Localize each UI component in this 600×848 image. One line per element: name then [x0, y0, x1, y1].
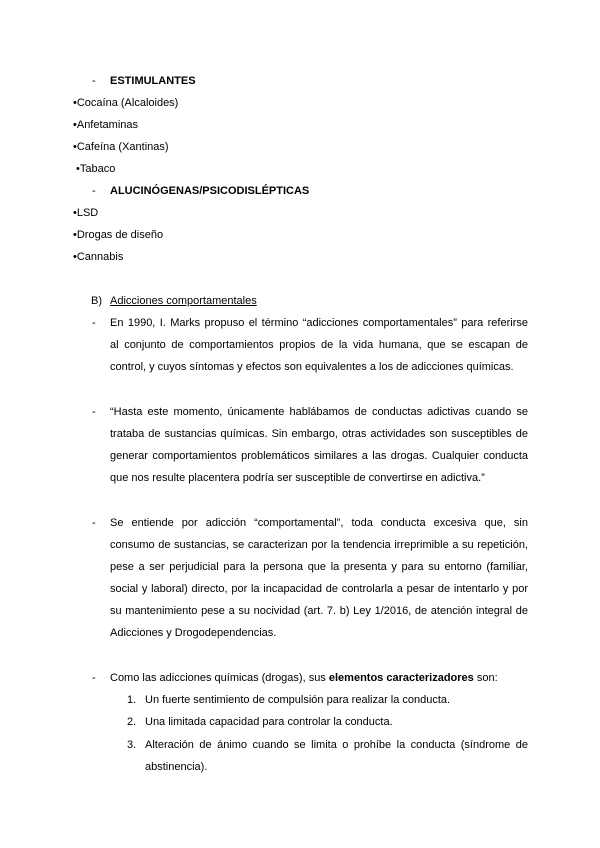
drug-item: •Drogas de diseño: [73, 229, 164, 241]
paragraph-dash: -: [92, 406, 96, 418]
paragraph-dash: -: [92, 317, 96, 329]
paragraph-line: consumo de sustancias, se caracterizan por la tendencia irreprimible a su repetición,: [110, 539, 528, 551]
item-number: 2.: [127, 716, 137, 728]
list-dash: -: [92, 75, 96, 87]
paragraph-line: En 1990, I. Marks propuso el término “adicciones comportamentales” para referirse: [110, 317, 528, 329]
numbered-item: Un fuerte sentimiento de compulsión para realizar la conducta.: [145, 694, 451, 706]
paragraph-line: Se entiende por adicción “comportamental”, toda conducta excesiva que, sin: [110, 517, 528, 529]
drug-item: •Tabaco: [76, 163, 116, 175]
section-label: B): [91, 295, 102, 307]
drug-item: •Anfetaminas: [73, 119, 138, 131]
list-dash: -: [92, 185, 96, 197]
numbered-item: Una limitada capacidad para controlar la conducta.: [145, 716, 393, 728]
paragraph-line: generar comportamientos problemáticos similares a las drogas. Cualquier conducta: [110, 450, 528, 462]
paragraph-line: su mantenimiento pese a su nocividad (art. 7. b) Ley 1/2016, de atención integral de: [110, 605, 528, 617]
paragraph-dash: -: [92, 517, 96, 529]
paragraph-dash: -: [92, 672, 96, 684]
numbered-item: abstinencia).: [145, 761, 208, 773]
elements-intro-bold: elementos caracterizadores: [328, 672, 474, 684]
elements-intro-suffix: son:: [473, 672, 498, 684]
section-title: Adicciones comportamentales: [110, 295, 257, 307]
paragraph-line: que nos resulte placentera podría ser susceptible de convertirse en adictiva.”: [110, 472, 485, 484]
numbered-item: Alteración de ánimo cuando se limita o prohíbe la conducta (síndrome de: [145, 739, 528, 751]
paragraph-line: trataba de sustancias químicas. Sin embargo, otras actividades son susceptibles de: [110, 428, 528, 440]
paragraph-line: Adicciones y Drogodependencias.: [110, 627, 277, 639]
item-number: 1.: [127, 694, 137, 706]
paragraph-line: social y laboral) directo, por la incapacidad de controlarla a pesar de intentarlo y por: [110, 583, 528, 595]
hallucinogens-header: ALUCINÓGENAS/PSICODISLÉPTICAS: [110, 185, 310, 197]
drug-item: •Cocaína (Alcaloides): [73, 97, 179, 109]
paragraph-line: control, y cuyos síntomas y efectos son equivalentes a los de adicciones químicas.: [110, 361, 514, 373]
elements-intro: [110, 671, 498, 685]
item-number: 3.: [127, 739, 137, 751]
paragraph-line: pese a ser perjudicial para la persona que la presenta y para su entorno (familiar,: [110, 561, 528, 573]
stimulants-header: ESTIMULANTES: [110, 75, 196, 87]
elements-intro-prefix: Como las adicciones químicas (drogas), sus: [110, 672, 329, 684]
paragraph-line: al conjunto de comportamientos propios de la vida humana, que se escapan de: [110, 339, 528, 351]
drug-item: •LSD: [73, 207, 99, 219]
drug-item: •Cafeína (Xantinas): [73, 141, 169, 153]
drug-item: •Cannabis: [73, 251, 124, 263]
paragraph-line: “Hasta este momento, únicamente hablábamos de conductas adictivas cuando se: [110, 406, 528, 418]
